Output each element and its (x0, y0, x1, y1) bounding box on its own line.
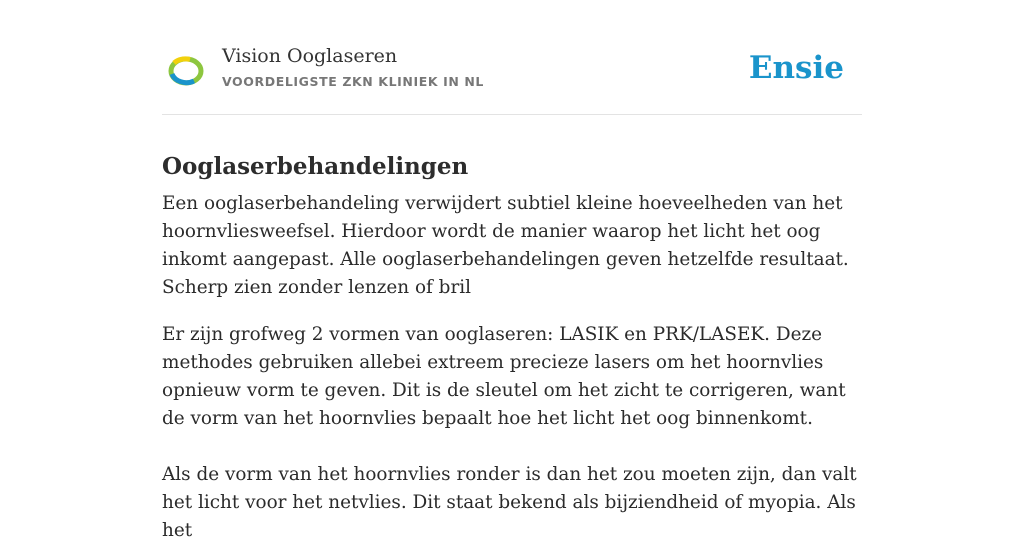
article-paragraph-2: Er zijn grofweg 2 vormen van ooglaseren: LASIK en PRK/LASEK. Deze methodes gebruiken allebei extreem precieze lasers om het hoornvlies opnieuw vorm te geven. Dit is de sleutel om het zicht te corrigeren, want de vorm van het hoornvlies bepaalt hoe het licht het oog binnenkomt. (162, 324, 846, 429)
vision-ring-logo-icon[interactable] (168, 54, 204, 88)
brand-name[interactable]: Vision Ooglaseren (222, 45, 398, 67)
site-logo[interactable]: Ensie (748, 50, 844, 86)
page-header (162, 0, 862, 115)
article-paragraph-1: Een ooglaserbehandeling verwijdert subtiel kleine hoeveelheden van het hoornvliesweefsel. Hierdoor wordt de manier waarop het licht het oog inkomt aangepast. Alle ooglaserbehandelingen geven hetzelfde resultaat. Scherp zien zonder lenzen of bril (162, 193, 849, 298)
brand-subtitle: VOORDELIGSTE ZKN KLINIEK IN NL (222, 74, 484, 89)
article-paragraph-3: Als de vorm van het hoornvlies ronder is dan het zou moeten zijn, dan valt het licht voor het netvlies. Dit staat bekend als bijziendheid of myopia. Als het (162, 464, 857, 541)
page-title: Ooglaserbehandelingen (162, 153, 469, 181)
